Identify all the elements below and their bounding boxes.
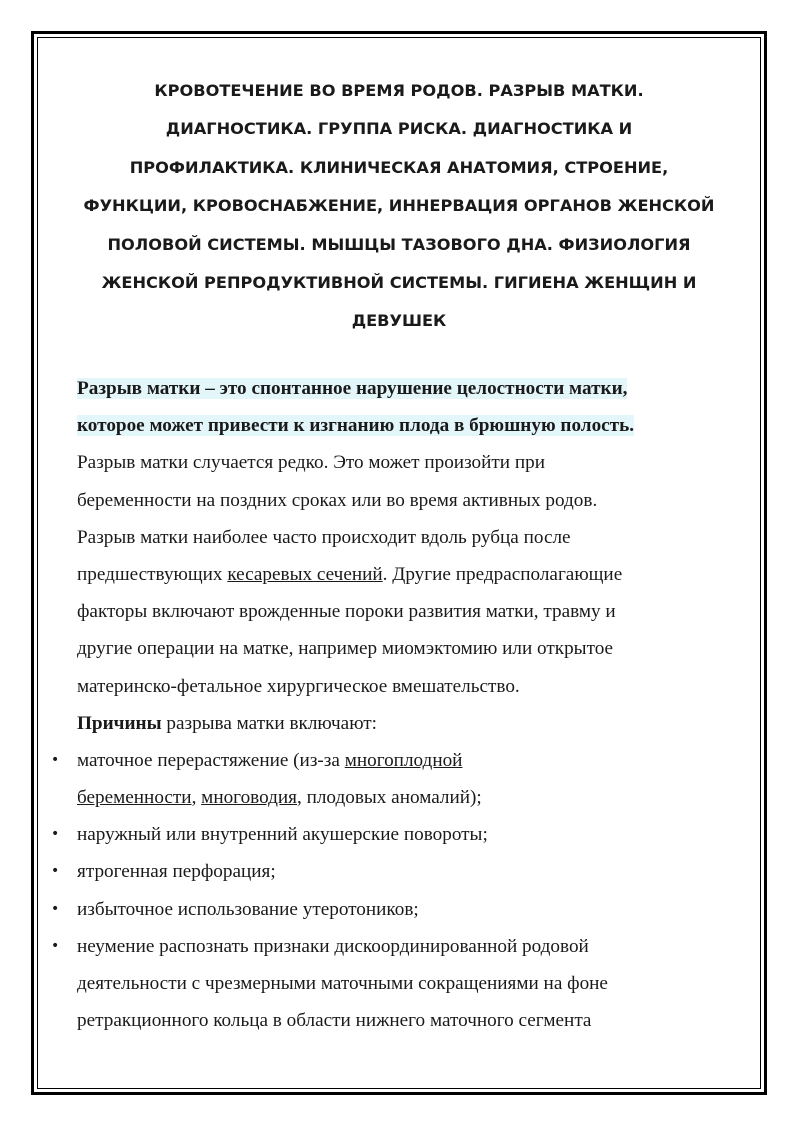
list-item-text: , плодовых аномалий);: [297, 787, 482, 809]
causes-lead-text: разрыва матки включают:: [161, 712, 377, 734]
list-item: [51, 816, 757, 853]
title-line: ПОЛОВОЙ СИСТЕМЫ. МЫШЦЫ ТАЗОВОГО ДНА. ФИЗИОЛОГИЯ: [107, 234, 691, 254]
bullet-icon: •: [51, 826, 60, 843]
list-item-text: избыточное использование утеротоников;: [77, 898, 419, 920]
document-title: [60, 72, 738, 341]
list-item-text: наружный или внутренний акушерские повороты;: [77, 824, 488, 846]
title-line: ФУНКЦИИ, КРОВОСНАБЖЕНИЕ, ИННЕРВАЦИЯ ОРГАНОВ ЖЕНСКОЙ: [83, 196, 715, 216]
list-item-text: ,: [191, 787, 202, 809]
document-body: [51, 370, 757, 1039]
list-item: [51, 742, 757, 779]
paragraph-line: Разрыв матки случается редко. Это может произойти при: [77, 452, 545, 474]
paragraph-text: предшествующих: [77, 563, 228, 585]
list-item-continuation: [77, 779, 757, 816]
definition-block: [77, 370, 757, 444]
intro-paragraph: [77, 444, 757, 704]
paragraph-line: беременности на поздних сроках или во время активных родов.: [77, 489, 598, 511]
list-item: [51, 928, 757, 965]
bullet-icon: •: [51, 751, 60, 768]
paragraph-text: . Другие предрасполагающие: [382, 563, 623, 585]
title-line: КРОВОТЕЧЕНИЕ ВО ВРЕМЯ РОДОВ. РАЗРЫВ МАТКИ.: [154, 81, 644, 100]
paragraph-line: [77, 556, 757, 593]
title-line: ПРОФИЛАКТИКА. КЛИНИЧЕСКАЯ АНАТОМИЯ, СТРОЕНИЕ,: [129, 157, 669, 177]
list-item-continuation: ретракционного кольца в области нижнего маточного сегмента: [77, 1010, 592, 1032]
paragraph-line: материнско-фетальное хирургическое вмешательство.: [77, 675, 520, 697]
definition-line: Разрыв матки – это спонтанное нарушение целостности матки,: [77, 378, 628, 399]
paragraph-line: другие операции на матке, например миомэктомию или открытое: [77, 638, 614, 660]
list-item: [51, 853, 757, 890]
list-item-text: ятрогенная перфорация;: [77, 861, 276, 883]
multiple-pregnancy-link[interactable]: многоплодной: [344, 749, 463, 771]
list-item-text: маточное перерастяжение (из-за: [77, 749, 345, 771]
causes-section: [51, 705, 757, 1040]
causes-lead-bold: Причины: [77, 712, 162, 734]
list-item-continuation: деятельности с чрезмерными маточными сокращениями на фоне: [77, 973, 608, 994]
title-line: ЖЕНСКОЙ РЕПРОДУКТИВНОЙ СИСТЕМЫ. ГИГИЕНА ЖЕНЩИН И: [101, 273, 697, 293]
cesarean-link[interactable]: кесаревых сечений: [227, 563, 383, 585]
paragraph-line: Разрыв матки наиболее часто происходит вдоль рубца после: [77, 526, 571, 548]
bullet-icon: •: [51, 863, 60, 880]
definition-line: которое может привести к изгнанию плода в брюшную полость.: [77, 415, 635, 437]
title-line: ДЕВУШЕК: [351, 311, 447, 331]
causes-lead: [77, 705, 757, 742]
causes-list: [51, 742, 757, 1040]
bullet-icon: •: [51, 937, 60, 954]
list-item-text: неумение распознать признаки дискоординированной родовой: [77, 935, 589, 957]
polyhydramnios-link[interactable]: многоводия: [201, 787, 297, 809]
list-item: [51, 891, 757, 928]
multiple-pregnancy-link[interactable]: беременности: [77, 787, 192, 809]
title-line: ДИАГНОСТИКА. ГРУППА РИСКА. ДИАГНОСТИКА И: [165, 119, 633, 139]
bullet-icon: •: [51, 900, 60, 917]
paragraph-line: факторы включают врожденные пороки развития матки, травму и: [77, 601, 616, 623]
